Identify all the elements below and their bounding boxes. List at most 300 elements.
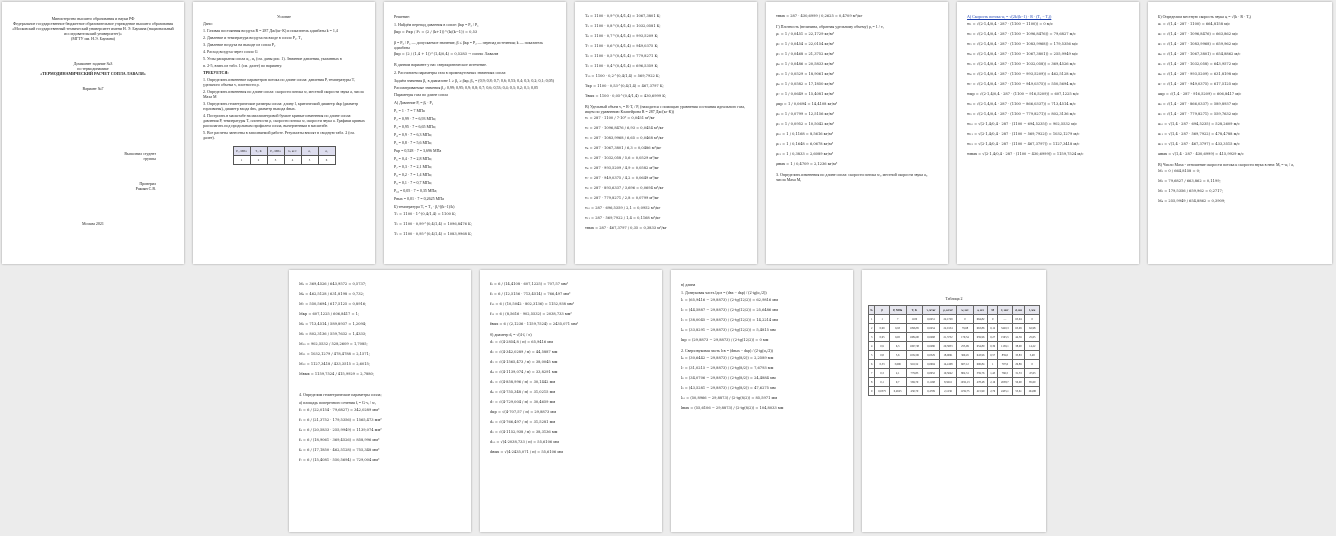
mach-line: M₇ = 550,5694 / 617,5125 = 0,8916;: [299, 302, 367, 306]
conv-line: l₃ = (38,0045 − 29,8873) / (2·tg(12/2)) = 14,2214 мм: [681, 318, 778, 322]
given-item: 2. Давление и температура воздуха на входе в сопло P₁, T₁: [203, 35, 303, 40]
div-line: l₉ = (43,5281 − 29,8873) / (2·tg(8/2)) = 47,6275 мм: [681, 386, 776, 390]
table-cell: 0: [988, 315, 998, 324]
sound-line: a₁₁ = √(1,4 · 287 · 569,7922) = 478,4788 м/с: [1158, 132, 1240, 136]
solution-heading: Решение:: [394, 14, 410, 19]
given-item: 3. Давление воздуха на выходе из сопла P₂: [203, 42, 276, 47]
table-cell: 6,93: [889, 324, 906, 333]
temp-line: T₃ = 1100 · 0,95^(0,4/1,4) = 1083,9968 K;: [394, 232, 472, 236]
table-cell: 2,1236: [939, 387, 956, 396]
table-cell: 3: [267, 156, 284, 165]
summary-page: [862, 270, 1046, 532]
checker-name: Ракиян С.В.: [135, 186, 156, 191]
sound-line: a₁₀ = √(1,4 · 287 · 694,5235) = 528,2609 м/с: [1158, 122, 1240, 126]
note: В данном варианте у нас сверхкритическое истечение.: [394, 62, 487, 67]
pressure-line: P₈ = 0,2 · 7 = 1,4 МПа;: [394, 172, 432, 177]
table-cell: 7: [869, 369, 875, 378]
pressure-line: Pкр = 0,528 · 7 = 3,696 МПа: [394, 148, 442, 153]
table-cell: 707,6: [998, 360, 1012, 369]
table-header: T, K: [906, 306, 923, 315]
volume-line: v₁ = 287 · 1100 / 7·10⁶ = 0,0451 м³/кг: [585, 116, 655, 120]
table-cell: 6,65: [889, 333, 906, 342]
table-cell: 1: [875, 315, 889, 324]
summary-table: [868, 305, 1040, 396]
table-cell: 25,65: [1025, 333, 1040, 342]
area-line: f₅ = 6 / (18,9061 · 369,4526) = 858,996 мм²: [299, 438, 380, 442]
table-cell: 654,89: [973, 342, 987, 351]
city-year: Москва 2021: [82, 221, 104, 226]
step-1b: β = P₂ / P₁ — допускаемое значение, β ≤ βкр = P₂ — перепад истечения; k — показатель адиабаты: [394, 40, 544, 50]
table-cell: 14,22: [1025, 342, 1040, 351]
title-page: [2, 2, 184, 264]
diam-label: б) диаметр dᵢ = √(4·fᵢ / π): [490, 332, 532, 337]
density-line: ρ₄ = 1 / 0,0486 = 20,5833 кг/м³: [776, 62, 835, 66]
topic-title: «ТЕРМОДИНАМИЧЕСКИЙ РАСЧЕТ СОПЛА ЛАВАЛЯ»: [40, 71, 146, 76]
table-cell: 607,12: [957, 360, 974, 369]
density-line: ρ₉ = 1 / 0,0952 = 10,5042 кг/м³: [776, 122, 835, 126]
temp-line: T₁₀ = 1100 · 0,2^(0,4/1,4) = 569,7922 K;: [585, 74, 660, 78]
temp-line: T₅ = 1100 · 0,8^(0,4/1,4) = 1032,0581 K;: [585, 24, 661, 28]
given-item: 4. Расход воздуха через сопло G: [203, 49, 258, 54]
step-2-values: Рассматриваемые значения β₁: 0,99; 0,95; 0,9; 0,8; 0,7; 0,6; 0,53; 0,4; 0,3; 0,2; 0,1; 0,05: [394, 85, 539, 90]
sound-line: a₉ = √(1,4 · 287 · 779,8271) = 559,7632 м/с: [1158, 112, 1239, 116]
temp-line: T₈ = 1100 · 0,5^(0,4/1,4) = 779,8271 K;: [585, 54, 659, 58]
step-1: 1. Найдём перепад давления в сопле: βкр = P₂ / P₁: [394, 22, 479, 27]
table-cell: 1: [988, 360, 998, 369]
summary-title: Таблица 2: [945, 296, 963, 301]
table-cell: 5: [301, 156, 318, 165]
mach-line: Mвых = 1159,7524 / 415,9929 = 2,7880;: [299, 372, 375, 376]
pressure-line: P₄ = 0,9 · 7 = 6,3 МПа;: [394, 132, 432, 137]
conditions-page: [193, 2, 375, 264]
diam-line: d₈ = √(4·766,497 / π) = 31,5281 мм: [490, 420, 556, 424]
diam-line: d₉ = √(4·1152,938 / π) = 38,3136 мм: [490, 430, 558, 434]
vout-line: vвых = 287 · 430,6999 / 0,2625 = 0,4709 м³/кг: [776, 14, 863, 18]
diam-line: d₃ = √(4·1565,473 / π) = 38,0045 мм: [490, 360, 558, 364]
velocity-line: w₆ = √(2·1,4/0,4 · 287 · (1100 − 993,5209)) = 462,5128 м/с: [967, 72, 1076, 76]
required-item: 1. Определить изменение параметров потока по длине сопла: давления P, температуры T, удельного объема v, плотности ρ.: [203, 77, 355, 87]
table-header: a, м/с: [973, 306, 987, 315]
ministry-text: Министерство высшего образования и науки РФ: [51, 16, 135, 21]
table-cell: 0: [1025, 315, 1040, 324]
table-cell: 85,60: [1025, 378, 1040, 387]
table-cell: 430,70: [906, 387, 923, 396]
table-header: P, МПа: [889, 306, 906, 315]
solution-page-5: [1148, 2, 1332, 264]
given-item: п. 2-5, взять из табл. 1 (см. далее) по варианту.: [203, 63, 283, 68]
table-cell: 0,7: [889, 378, 906, 387]
diam-line: d₅ = √(4·858,996 / π) = 30,1442 мм: [490, 380, 556, 384]
table-row: [869, 360, 1040, 369]
table-header: α₂: [318, 147, 335, 156]
temp-line: T₆ = 1100 · 0,7^(0,4/1,4) = 993,5209 K;: [585, 34, 659, 38]
temp-label: Б) температура Tᵢ = T₁ · βᵢ^((k−1)/k): [394, 204, 455, 209]
div-label: 2. Сверхзвуковая часть lсв = (dвых − dкр) / (2·tg(α₂/2)): [681, 348, 773, 353]
step-4: 4. Определим геометрические параметры сопла;: [299, 392, 382, 397]
table-cell: 8: [869, 378, 875, 387]
table-cell: 22,1729: [939, 315, 956, 324]
density-line: ρвых = 1 / 0,4709 = 2,1236 кг/м³: [776, 162, 838, 166]
table-cell: 0,3: [875, 369, 889, 378]
table-cell: 38,00: [1012, 342, 1025, 351]
table-cell: 0,0952: [923, 369, 940, 378]
table-cell: 0,8: [875, 351, 889, 360]
area-line: f₉ = 6 / (12,5156 · 713,4514) = 766,497 мм²: [490, 292, 571, 296]
table-header: β: [875, 306, 889, 315]
density-line: ρ₂ = 1 / 0,0454 = 22,0154 кг/м³: [776, 42, 835, 46]
sound-label: Б) Определим местную скорость звука aᵢ = √(k · R · Tᵢ): [1158, 14, 1251, 19]
step-3: 3. Определить изменения по длине сопла: скорости потока wᵢ, местной скорости звука aᵢ, числа Маха Mᵢ: [776, 172, 928, 182]
table-header: w, м/с: [957, 306, 974, 315]
volume-line: v₉ = 287 · 779,8271 / 2,8 = 0,0799 м³/кг: [585, 196, 660, 200]
diam-line: d₇ = √(4·729,004 / π) = 30,4659 мм: [490, 400, 556, 404]
density-line: ρ₇ = 1 / 0,0649 = 15,4081 кг/м³: [776, 92, 835, 96]
temp-line: Tвых = 1100 · 0,05^(0,4/1,4) = 430,6999 K;: [585, 94, 667, 98]
pressure-line: P₅ = 0,8 · 7 = 5,6 МПа;: [394, 140, 432, 145]
table-cell: 0,0529: [923, 351, 940, 360]
density-line: ρ₁₀ = 1 / 0,1168 = 8,5616 кг/м³: [776, 132, 834, 136]
table-cell: 369,45: [957, 351, 974, 360]
mach-line: Mкр = 607,1225 / 606,8417 = 1;: [299, 312, 360, 316]
conv-line: lкр = (29,8873 − 29,8873) / (2·tg(12/2)) = 0 мм: [681, 338, 769, 342]
table-cell: 664,82: [973, 315, 987, 324]
sound-line: a₁₂ = √(1,4 · 287 · 467,3797) = 433,3515 м/с: [1158, 142, 1240, 146]
temp-line: T₉ = 1100 · 0,4^(0,4/1,4) = 696,5359 K;: [585, 64, 659, 68]
div-line: lвых = (55,6106 − 29,8873) / (2·tg(8/2)) = 104,8033 мм: [681, 406, 784, 410]
area-line: f₁₀ = 6 / (10,5042 · 802,3136) = 1152,938 мм²: [490, 302, 575, 306]
pressure-line: P₂ = 0,99 · 7 = 6,93 МПа;: [394, 116, 436, 121]
required-item: 2. Определить изменения по длине сопла: скорости потока w, местной скорости звука a, числа Маха M: [203, 89, 364, 99]
table-row: [869, 315, 1040, 324]
pressure-line: Pвых = 0,01 · 7 = 0,2625 МПа: [394, 196, 444, 201]
table-cell: 10,5042: [939, 369, 956, 378]
diam-line: d₁₀ = √(4·2038,733 / π) = 55,6106 мм: [490, 440, 559, 444]
table-cell: 4: [869, 342, 875, 351]
pressure-line: P₉ = 0,1 · 7 = 0,7 МПа;: [394, 180, 432, 185]
area-line: f₃ = 6 / (21,3752 · 179,5356) = 1565,473 мм²: [299, 418, 382, 422]
table-cell: 6: [318, 156, 335, 165]
required-label: ТРЕБУЕТСЯ:: [203, 70, 229, 75]
table-cell: 779,83: [906, 369, 923, 378]
table-cell: 3: [869, 333, 875, 342]
mach-line: M₁₂ = 1127,3418 / 433,3515 = 2,6015;: [299, 362, 371, 366]
table-cell: 20,5833: [939, 342, 956, 351]
table-cell: 6: [869, 360, 875, 369]
table-cell: 606,84: [973, 360, 987, 369]
table-cell: 8,5616: [939, 378, 956, 387]
table-cell: 255,99: [957, 342, 974, 351]
velocity-label: А) Скорость потока wᵢ = √(2k/(k−1) · R · (T₁ − Tᵢ)): [967, 14, 1052, 19]
sound-line: a₄ = √(1,4 · 287 · 1067,3801) = 654,8862 м/с: [1158, 52, 1241, 56]
velocity-line: w₉ = √(2·1,4/0,4 · 287 · (1100 − 779,8271)) = 802,3136 м/с: [967, 112, 1076, 116]
pressure-line: P₁ = 1 · 7 = 7 МПа: [394, 108, 425, 113]
table-cell: 14,4108: [939, 360, 956, 369]
checked-label: Проверил: [139, 181, 156, 186]
beta-value: βкр = (2 / (1,4 + 1))^(1,4/0,4) = 0,5283 → сопло Лаваля: [394, 52, 499, 56]
step-2-note: Задаём значения β₁ в диапазоне 1 ≥ β₁ ≥ βкр, β₂ = (0,9; 0,8; 0,7; 0,6; 0,53; 0,4; 0,3; 0,2; 0,1; 0,05): [394, 78, 554, 83]
table-cell: 1032,13: [957, 378, 974, 387]
table-header: P₁, МПа: [233, 147, 250, 156]
mach-line: M₁ = 0 / 664,8158 = 0;: [1158, 169, 1201, 173]
table-header: v, м³/кг: [923, 306, 940, 315]
conv-line: l₄ = (33,8291 − 29,8873) / (2·tg(12/2)) = 5,4815 мм: [681, 328, 776, 332]
table-cell: 663,86: [973, 324, 987, 333]
table-cell: 643,96: [973, 351, 987, 360]
div-line: l₇ = (31,0215 − 29,8873) / (2·tg(8/2)) = 7,6793 мм: [681, 366, 774, 370]
table-cell: 0,1: [875, 378, 889, 387]
table-cell: 9: [869, 387, 875, 396]
required-item: 3. Определить геометрические размеры сопла: длину l, критический диаметр dкр (диаметр горловины), диаметр входа dвх, диаметр выхода dвых.: [203, 101, 359, 111]
table-cell: 2435,1: [998, 387, 1012, 396]
table-cell: 3420,3: [998, 324, 1012, 333]
pressure-line: P₃ = 0,95 · 7 = 6,65 МПа;: [394, 124, 436, 129]
area-line: fвых = 6 / (2,1236 · 1159,7524) = 2435,071 мм²: [490, 322, 579, 326]
velocity-line: w₁₁ = √(2·1,4/0,4 · 287 · (1100 − 569,7922)) = 1032,1279 м/с: [967, 132, 1080, 136]
table-cell: 478,48: [973, 378, 987, 387]
area-line: f₈ = 6 / (14,4108 · 607,1225) = 707,57 мм²: [490, 282, 569, 286]
table-cell: 0,95: [875, 333, 889, 342]
table-cell: 0,0486: [923, 342, 940, 351]
table-cell: 0,12: [988, 324, 998, 333]
volume-line: vвых = 287 · 467,3797 / 0,35 = 0,3833 м³/кг: [585, 226, 667, 230]
velocity-line: w₄ = √(2·1,4/0,4 · 287 · (1100 − 1067,3801)) = 255,9949 м/с: [967, 52, 1078, 56]
velocity-line: w₁₂ = √(2·1,4/0,4 · 287 · (1100 − 467,3797)) = 1127,3418 м/с: [967, 142, 1080, 146]
table-row: [869, 351, 1040, 360]
table-cell: 62,98: [1025, 324, 1040, 333]
table-row: [869, 387, 1040, 396]
table-cell: 1032,06: [906, 351, 923, 360]
table-cell: 1139,1: [998, 342, 1012, 351]
given-item: 5. Углы раскрытия сопла α₁, α₂ (см. даны рис. 1). Значение давления, указанных в: [203, 56, 342, 61]
table-cell: 2,1: [889, 369, 906, 378]
table-cell: 0,0454: [923, 324, 940, 333]
area-line: f₁₁ = 6 / (8,5616 · 902,5532) = 2038,733 мм²: [490, 312, 572, 316]
table-cell: 44,59: [1012, 333, 1025, 342]
sound-line: a₅ = √(1,4 · 287 · 1032,058) = 643,9572 м/с: [1158, 62, 1239, 66]
table-cell: 7: [889, 315, 906, 324]
table-cell: 0,99: [875, 324, 889, 333]
table-cell: 559,76: [973, 369, 987, 378]
table-row: [869, 369, 1040, 378]
table-cell: 1: [233, 156, 250, 165]
table-cell: 5,6: [889, 351, 906, 360]
solution-page-8: [671, 270, 853, 532]
table-row: [869, 378, 1040, 387]
table-header: P₂, МПа: [267, 147, 284, 156]
table-cell: 0,4709: [923, 387, 940, 396]
table-cell: 0,57: [988, 351, 998, 360]
density-line: ρ₅ = 1 / 0,0529 = 18,9061 кг/м³: [776, 72, 835, 76]
table-cell: 50,90: [1012, 378, 1025, 387]
table-cell: 569,79: [906, 378, 923, 387]
volume-line: v₅ = 287 · 1032,058 / 5,6 = 0,0529 м³/кг: [585, 156, 660, 160]
table-cell: 0: [957, 315, 974, 324]
table-header: №: [869, 306, 875, 315]
sound-line: aкр = √(1,4 · 287 · 916,5209) = 606,8417 м/с: [1158, 92, 1242, 96]
solution-page-6: [289, 270, 471, 532]
table-cell: 104,80: [1025, 387, 1040, 396]
required-item: 5. Все расчеты занесены в заполняемой работе. Результаты вносят в сводную табл. 2 (см. далее).: [203, 130, 355, 140]
solution-page-2: [575, 2, 757, 264]
diam-line: d₁ = √(4·2854,8 / π) = 65,9416 мм: [490, 340, 553, 344]
table-cell: 2: [869, 324, 875, 333]
pressure-line: P₇ = 0,3 · 7 = 2,1 МПа;: [394, 164, 432, 169]
table-cell: 2038,7: [998, 378, 1012, 387]
table-cell: 179,54: [957, 333, 974, 342]
table-cell: 2,79: [988, 387, 998, 396]
sound-line: a₃ = √(1,4 · 287 · 1083,9968) = 659,962 м/с: [1158, 42, 1239, 46]
area-line: f₂ = 6 / (22,0154 · 79,6827) = 342,0289 мм²: [299, 408, 380, 412]
conditions-heading: Условие: [277, 14, 291, 19]
pressure-line: P₆ = 0,4 · 7 = 2,8 МПа;: [394, 156, 432, 161]
table-cell: 859,0: [998, 351, 1012, 360]
performed-label: Выполнил студент: [124, 151, 156, 156]
mach-line: M₁₀ = 902,5532 / 528,2609 = 1,7085;: [299, 342, 368, 346]
step-2: 2. Рассчитаем параметры газа в промежуточных значениях сопла:: [394, 70, 507, 75]
velocity-line: wвых = √(2·1,4/0,4 · 287 · (1100 − 430,6999)) = 1159,7524 м/с: [967, 152, 1084, 156]
required-item: 4. Построить в масштабе на миллиметровой бумаге кривые изменения по длине сопла: давления P, температуры T, плотности ρ, скорости потока w, скорости звука a. Графики кривых располагать под продольным профилем сопла, вычерченным в масштабе.: [203, 113, 365, 128]
mach-line: M₂ = 79,6827 / 663,862 = 0,1199;: [1158, 179, 1221, 183]
table-cell: 31,53: [1012, 369, 1025, 378]
temp-line: T₄ = 1100 · 0,9^(0,4/1,4) = 1067,3801 K;: [585, 14, 661, 18]
density-line: ρ₈ = 1 / 0,0799 = 12,5156 кг/м³: [776, 112, 835, 116]
table-cell: 659,96: [973, 333, 987, 342]
table-cell: 916,52: [906, 360, 923, 369]
table-cell: 1100: [906, 315, 923, 324]
velocity-line: w₂ = √(2·1,4/0,4 · 287 · (1100 − 1096,8476)) = 79,6827 м/с: [967, 32, 1076, 36]
table-cell: 0,0375: [875, 387, 889, 396]
table-header: T₁, К: [250, 147, 267, 156]
pressures-label: Параметры газа по длине сопла: [394, 92, 448, 97]
temp-line: T₁ = 1100 · 1^(0,4/1,4) = 1100 K;: [394, 212, 456, 216]
beta-eq: βкр = Pкр / P₁ = (2 / (k+1))^(k/(k−1)) = 0,53: [394, 30, 478, 34]
area-label: а) площадь поперечного сечения fᵢ = G·vᵢ / wᵢ: [299, 400, 376, 405]
table-cell: 1067,38: [906, 342, 923, 351]
velocity-line: w₇ = √(2·1,4/0,4 · 287 · (1100 − 949,0375)) = 550,5694 м/с: [967, 82, 1076, 86]
solution-page-7: [480, 270, 662, 532]
mach-label: В) Число Маха - отношение скорости потока к скорости звука в нем: Mᵢ = wᵢ / aᵢ: [1158, 162, 1294, 167]
table-cell: 2,16: [988, 378, 998, 387]
temp-line: T₇ = 1100 · 0,6^(0,4/1,4) = 949,0375 K;: [585, 44, 659, 48]
area-line: f₄ = 6 / (20,5833 · 255,9949) = 1139,074 мм²: [299, 428, 382, 432]
length-label: в) длина: [681, 282, 696, 287]
conv-label: 1. Дозвуковая часть lдоз = (dвх − dкр) / (2·tg(α₁/2)): [681, 290, 767, 295]
sound-line: a₇ = √(1,4 · 287 · 949,0375) = 617,5125 м/с: [1158, 82, 1239, 86]
conv-line: l₁ = (65,9416 − 29,8873) / (2·tg(12/2)) = 62,9816 мм: [681, 298, 778, 302]
table-cell: 1: [869, 315, 875, 324]
table-cell: 766,5: [998, 369, 1012, 378]
volume-line: v₁₁ = 287 · 569,7922 / 1,4 = 0,1168 м³/кг: [585, 216, 661, 220]
density-line: ρкр = 1 / 0,0694 = 14,4108 кг/м³: [776, 102, 838, 106]
solution-page-1: [384, 2, 566, 264]
pressure-line: A) Давление Pᵢ = βᵢ · P₁: [394, 100, 434, 105]
area-line: f₇ = 6 / (15,4081 · 550,5694) = 729,004 мм²: [299, 458, 380, 462]
table-cell: 0,53: [875, 360, 889, 369]
volume-line: v₃ = 287 · 1083,9968 / 6,65 = 0,0468 м³/кг: [585, 136, 664, 140]
discipline-label: по термодинамике: [77, 66, 109, 71]
table-header: M: [988, 306, 998, 315]
sound-line: aвых = √(1,4 · 287 · 430,6999) = 415,9929 м/с: [1158, 152, 1244, 156]
given-label: Дано:: [203, 21, 213, 26]
table-cell: 21,3752: [939, 333, 956, 342]
conv-line: l₂ = (44,5887 − 29,8873) / (2·tg(12/2)) = 25,6486 мм: [681, 308, 778, 312]
table-header: ρ, кг/м³: [939, 306, 956, 315]
temp-line: Tкр = 1100 · 0,53^(0,4/1,4) = 467,3797 K;: [585, 84, 664, 88]
volume-line: v₄ = 287 · 1067,3801 / 6,3 = 0,0486 м³/кг: [585, 146, 662, 150]
table-row: [869, 333, 1040, 342]
density-line: ρ₁₁ = 1 / 0,1648 = 6,0678 кг/м³: [776, 142, 834, 146]
table-cell: 0,9: [875, 342, 889, 351]
mach-line: M₃ = 179,5356 / 659,962 = 0,2717;: [1158, 189, 1224, 193]
table-cell: 29,89: [1012, 360, 1025, 369]
sound-line: a₂ = √(1,4 · 287 · 1096,8476) = 663,862 м/с: [1158, 32, 1239, 36]
table-cell: 0,1168: [923, 378, 940, 387]
volume-label: В) Удельный объем vᵢ = R·Tᵢ / Pᵢ (находится с помощью уравнения состояния идеального газа, ищем по уравнению Клапейрона R = 287 Дж/(кг·К)): [585, 104, 746, 114]
velocity-line: w₁₀ = √(2·1,4/0,4 · 287 · (1100 − 694,5235)) = 902,5532 м/с: [967, 122, 1078, 126]
table-cell: 1,43: [988, 369, 998, 378]
table-cell: 6,3: [889, 342, 906, 351]
sound-line: a₆ = √(1,4 · 287 · 993,5209) = 631,8198 м/с: [1158, 72, 1239, 76]
volume-line: v₁₀ = 287 · 696,5359 / 2,1 = 0,0952 м³/кг: [585, 206, 661, 210]
diam-line: dвых = √(4·2435,071 / π) = 55,6106 мм: [490, 450, 563, 454]
solution-page-3: [766, 2, 948, 264]
table-header-row: [869, 306, 1040, 315]
table-cell: 33,83: [1012, 351, 1025, 360]
mach-line: M₉ = 802,3136 / 559,7632 = 1,4333;: [299, 332, 367, 336]
temp-line: T₂ = 1100 · 0,99^(0,4/1,4) = 1096,8476 K;: [394, 222, 472, 226]
solution-page-4: [957, 2, 1139, 264]
density-line: ρ₁₂ = 1 / 0,3833 = 2,6089 кг/м³: [776, 152, 834, 156]
table-cell: 802,31: [957, 369, 974, 378]
table-cell: 4: [284, 156, 301, 165]
table-cell: 1084,00: [906, 333, 923, 342]
group-label: группы: [143, 156, 156, 161]
div-line: l₁₀ = (50,8966 − 29,8873) / (2·tg(8/2)) = 85,5971 мм: [681, 396, 778, 400]
velocity-line: wкр = √(2·1,4/0,4 · 287 · (1100 − 916,5209)) = 607,1225 м/с: [967, 92, 1079, 96]
table-cell: 1159,75: [957, 387, 974, 396]
diam-line: d₂ = √(4·342,0289 / π) = 44,5887 мм: [490, 350, 558, 354]
table-row: [869, 342, 1040, 351]
table-cell: —: [998, 315, 1012, 324]
table-header: α₁: [301, 147, 318, 156]
volume-line: v₇ = 287 · 949,0375 / 4,2 = 0,0649 м³/кг: [585, 176, 660, 180]
sound-line: a₁ = √(1,4 · 287 · 1100) = 664,8158 м/с: [1158, 22, 1231, 26]
area-line: f₆ = 6 / (17,1850 · 462,5128) = 755,348 мм²: [299, 448, 380, 452]
table-header: l, мм: [1025, 306, 1040, 315]
table-cell: 22,0154: [939, 324, 956, 333]
table-cell: 0,0694: [923, 360, 940, 369]
div-line: l₈ = (34,0706 − 29,8873) / (2·tg(8/2)) = 24,4884 мм: [681, 376, 776, 380]
velocity-line: w₈ = √(2·1,4/0,4 · 287 · (1100 − 866,0337)) = 713,4514 м/с: [967, 102, 1076, 106]
mach-line: M₈ = 713,4514 / 589,8937 = 1,2094;: [299, 322, 367, 326]
abbr-text: (МГТУ им. Н.Э. Баумана): [70, 36, 116, 41]
table-cell: 65,94: [1012, 315, 1025, 324]
density-line: ρ₃ = 1 / 0,0468 = 21,3752 кг/м³: [776, 52, 835, 56]
div-line: l₆ = (30,6442 − 29,8873) / (2·tg(8/2)) = 2,2589 мм: [681, 356, 774, 360]
table-cell: 0,2625: [889, 387, 906, 396]
volume-line: v₂ = 287 · 1096,8476 / 6,93 = 0,0454 м³/кг: [585, 126, 664, 130]
diam-line: d₄ = √(4·1139,074 / π) = 33,8291 мм: [490, 370, 558, 374]
table-header: d, мм: [1012, 306, 1025, 315]
mach-line: M₆ = 462,5128 / 631,8198 = 0,732;: [299, 292, 365, 296]
density-line: ρ₁ = 1 / 0,0451 = 22,1729 кг/м³: [776, 32, 835, 36]
task-label: Домашнее задание №3: [73, 61, 113, 66]
table-header: G, кг/с: [284, 147, 301, 156]
mach-line: M₅ = 369,4526 / 643,9572 = 0,5737;: [299, 282, 367, 286]
density-label: Г) Плотность (величина, обратная удельному объему) ρᵢ = 1 / vᵢ: [776, 24, 884, 29]
velocity-line: w₃ = √(2·1,4/0,4 · 287 · (1100 − 1083,9968)) = 179,5356 м/с: [967, 42, 1078, 46]
table-cell: 0,0468: [923, 333, 940, 342]
